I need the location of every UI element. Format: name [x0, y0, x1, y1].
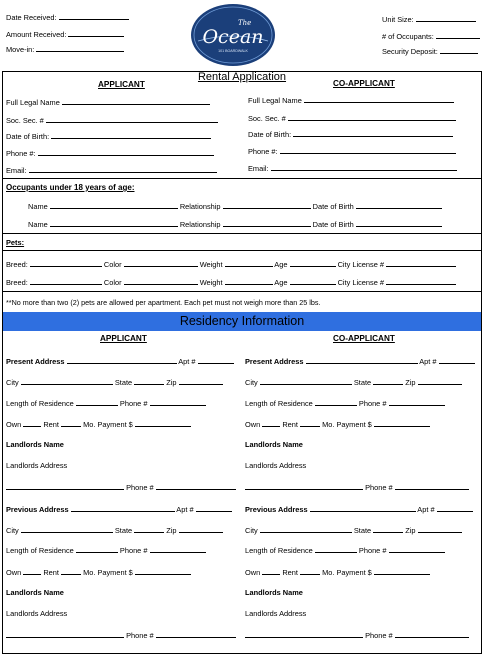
occupant-name-label: Name [28, 202, 48, 211]
pet-color-label: Color [103, 278, 122, 287]
co-applicant-address-phone-line[interactable] [245, 482, 469, 492]
co-applicant-full-name-label: Full Legal Name [248, 96, 302, 105]
co-applicant-phone-field[interactable] [248, 146, 456, 156]
length-label: Length of Residence [6, 399, 74, 408]
landlords-name-label: Landlords Name [6, 588, 64, 597]
pet-age-label: Age [274, 260, 288, 269]
phone-label: Phone # [119, 399, 148, 408]
applicant-landlords-name [6, 588, 64, 597]
pet-breed-label: Breed: [6, 278, 28, 287]
divider [2, 233, 482, 234]
occupant-name-label: Name [28, 220, 48, 229]
applicant-dob-field[interactable] [6, 131, 211, 141]
occupant-row[interactable] [28, 201, 442, 211]
payment-label: Mo. Payment $ [83, 568, 133, 577]
logo-the: The [238, 19, 252, 27]
amount-received-label: Amount Received: [6, 30, 67, 39]
applicant-heading: APPLICANT [98, 80, 145, 89]
applicant-full-name-field[interactable] [6, 97, 210, 107]
occupants-count-label: # of Occupants: [382, 32, 434, 41]
rent-label: Rent [282, 420, 298, 429]
landlords-address-label: Landlords Address [245, 609, 307, 618]
landlords-address-label: Landlords Address [6, 609, 68, 618]
landlords-name-label: Landlords Name [245, 588, 303, 597]
applicant-email-field[interactable] [6, 165, 217, 175]
applicant-email-label: Email: [6, 166, 27, 175]
occupant-row[interactable] [28, 219, 442, 229]
phone-label: Phone # [365, 483, 393, 492]
applicant-address-phone-line[interactable] [6, 482, 236, 492]
move-in-label: Move-in: [6, 45, 35, 54]
own-label: Own [6, 568, 22, 577]
co-applicant-length-phone[interactable] [245, 398, 445, 408]
pet-license-label: City License # [337, 278, 384, 287]
applicant-city-state-zip[interactable] [6, 525, 223, 535]
applicant-phone-label: Phone #: [6, 149, 36, 158]
payment-label: Mo. Payment $ [322, 420, 372, 429]
zip-label: Zip [166, 526, 177, 535]
pet-license-label: City License # [337, 260, 384, 269]
co-applicant-previous-address-field[interactable] [245, 504, 473, 514]
logo-subtitle: 101 BOARDWALK [218, 49, 248, 53]
co-applicant-ssn-field[interactable] [248, 113, 456, 123]
pet-row[interactable] [6, 259, 456, 269]
applicant-landlords-address [6, 461, 67, 470]
zip-label: Zip [405, 526, 416, 535]
co-applicant-city-state-zip[interactable] [245, 525, 462, 535]
applicant-phone-field[interactable] [6, 148, 214, 158]
co-applicant-own-rent-payment[interactable] [245, 419, 430, 429]
residency-applicant-heading: APPLICANT [100, 334, 147, 343]
co-applicant-dob-label: Date of Birth: [248, 130, 292, 139]
city-label: City [6, 526, 19, 535]
city-label: City [245, 526, 258, 535]
payment-label: Mo. Payment $ [83, 420, 133, 429]
security-deposit-field[interactable] [382, 46, 478, 56]
pets-title: Pets: [6, 238, 25, 247]
length-label: Length of Residence [245, 546, 313, 555]
apt-label: Apt # [417, 505, 435, 514]
applicant-address-phone-line[interactable] [6, 630, 236, 640]
landlords-address-label: Landlords Address [6, 461, 68, 470]
date-received-field[interactable] [6, 12, 129, 22]
previous-address-label: Previous Address [245, 505, 308, 514]
payment-label: Mo. Payment $ [322, 568, 372, 577]
pets-note: **No more than two (2) pets are allowed per apartment. Each pet must not weigh more than 25 lbs. [6, 298, 321, 307]
rent-label: Rent [43, 420, 59, 429]
applicant-landlords-address [6, 609, 67, 618]
co-applicant-landlords-name [245, 440, 303, 449]
divider [2, 291, 482, 292]
co-applicant-full-name-field[interactable] [248, 95, 454, 105]
rent-label: Rent [282, 568, 298, 577]
own-label: Own [245, 420, 261, 429]
city-label: City [245, 378, 258, 387]
applicant-previous-address-field[interactable] [6, 504, 232, 514]
occupants-title: Occupants under 18 years of age: [6, 183, 135, 192]
phone-label: Phone # [126, 483, 154, 492]
the-ocean-logo [190, 3, 276, 67]
unit-size-label: Unit Size: [382, 15, 414, 24]
co-applicant-landlords-address [245, 609, 306, 618]
applicant-length-phone[interactable] [6, 398, 206, 408]
applicant-ssn-label: Soc. Sec. # [6, 116, 44, 125]
phone-label: Phone # [365, 631, 393, 640]
unit-size-field[interactable] [382, 14, 476, 24]
rent-label: Rent [43, 568, 59, 577]
own-label: Own [245, 568, 261, 577]
occupant-dob-label: Date of Birth [312, 220, 354, 229]
landlords-name-label: Landlords Name [6, 440, 64, 449]
co-applicant-landlords-address [245, 461, 306, 470]
applicant-ssn-field[interactable] [6, 115, 218, 125]
phone-label: Phone # [119, 546, 148, 555]
applicant-landlords-name [6, 440, 64, 449]
security-deposit-label: Security Deposit: [382, 47, 438, 56]
phone-label: Phone # [126, 631, 154, 640]
amount-received-field[interactable] [6, 29, 124, 39]
co-applicant-email-field[interactable] [248, 163, 457, 173]
co-applicant-address-phone-line[interactable] [245, 630, 469, 640]
co-applicant-dob-field[interactable] [248, 129, 453, 139]
pet-row[interactable] [6, 277, 456, 287]
divider [2, 250, 482, 251]
zip-label: Zip [405, 378, 416, 387]
present-address-label: Present Address [245, 357, 304, 366]
state-label: State [114, 526, 133, 535]
date-received-label: Date Received: [6, 13, 57, 22]
apt-label: Apt # [178, 357, 196, 366]
co-applicant-phone-label: Phone #: [248, 147, 278, 156]
state-label: State [114, 378, 133, 387]
co-applicant-ssn-label: Soc. Sec. # [248, 114, 286, 123]
occupant-relationship-label: Relationship [179, 220, 221, 229]
zip-label: Zip [166, 378, 177, 387]
state-label: State [353, 378, 372, 387]
applicant-city-state-zip[interactable] [6, 377, 223, 387]
applicant-dob-label: Date of Birth: [6, 132, 50, 141]
residency-co-applicant-heading: CO-APPLICANT [333, 334, 395, 343]
phone-label: Phone # [358, 546, 387, 555]
co-applicant-own-rent-payment[interactable] [245, 567, 430, 577]
apt-label: Apt # [419, 357, 437, 366]
co-applicant-length-phone[interactable] [245, 545, 445, 555]
pet-age-label: Age [274, 278, 288, 287]
pet-weight-label: Weight [199, 260, 223, 269]
co-applicant-city-state-zip[interactable] [245, 377, 462, 387]
apt-label: Apt # [176, 505, 194, 514]
phone-label: Phone # [358, 399, 387, 408]
pet-color-label: Color [103, 260, 122, 269]
logo-name: Ocean [202, 26, 264, 48]
applicant-own-rent-payment[interactable] [6, 419, 191, 429]
co-applicant-email-label: Email: [248, 164, 269, 173]
divider [2, 178, 482, 179]
length-label: Length of Residence [6, 546, 74, 555]
co-applicant-heading: CO-APPLICANT [333, 79, 395, 88]
occupant-relationship-label: Relationship [179, 202, 221, 211]
city-label: City [6, 378, 19, 387]
rental-application-title: Rental Application [197, 71, 287, 83]
move-in-field[interactable] [6, 44, 124, 54]
applicant-own-rent-payment[interactable] [6, 567, 191, 577]
present-address-label: Present Address [6, 357, 65, 366]
pet-weight-label: Weight [199, 278, 223, 287]
previous-address-label: Previous Address [6, 505, 69, 514]
landlords-address-label: Landlords Address [245, 461, 307, 470]
occupants-count-field[interactable] [382, 31, 480, 41]
occupant-dob-label: Date of Birth [312, 202, 354, 211]
applicant-full-name-label: Full Legal Name [6, 98, 60, 107]
own-label: Own [6, 420, 22, 429]
applicant-present-address-field[interactable] [6, 356, 234, 366]
pet-breed-label: Breed: [6, 260, 28, 269]
applicant-length-phone[interactable] [6, 545, 206, 555]
landlords-name-label: Landlords Name [245, 440, 303, 449]
co-applicant-present-address-field[interactable] [245, 356, 475, 366]
residency-banner: Residency Information [3, 312, 481, 331]
length-label: Length of Residence [245, 399, 313, 408]
state-label: State [353, 526, 372, 535]
co-applicant-landlords-name [245, 588, 303, 597]
